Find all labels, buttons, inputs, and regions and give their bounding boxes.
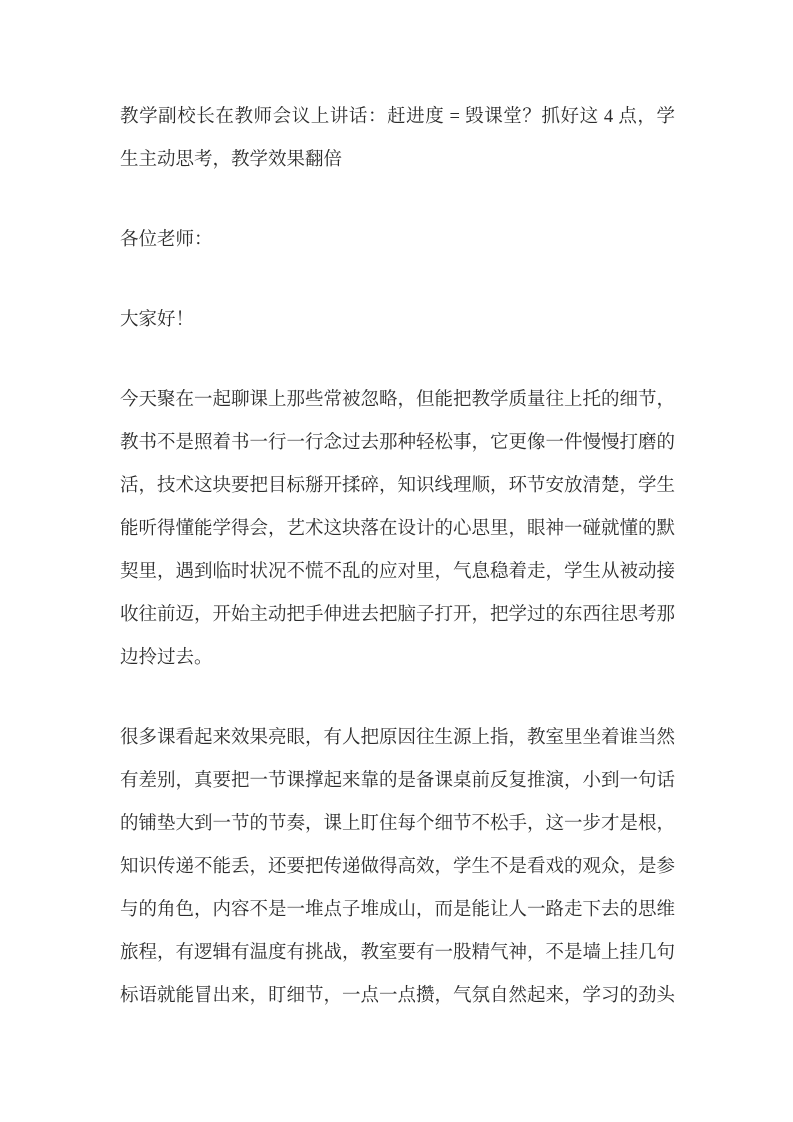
greeting: 大家好！ — [120, 310, 195, 330]
body-paragraph-1: 今天聚在一起聊课上那些常被忽略，但能把教学质量往上托的细节，教书不是照着书一行一行念过去那种轻松事，它更像一件慢慢打磨的活，技术这块要把目标掰开揉碎，知识线理顺，环节安放清楚，学生能听得懂能学得会，艺术这块落在设计的心思里，眼神一碰就懂的默契里，遇到临时状况不慌不乱的应对里，气息稳着走，学生从被动接收往前迈，开始主动把手伸进去把脑子打开，把学过的东西往思考那边拎过去。 — [120, 390, 676, 668]
salutation: 各位老师： — [120, 230, 213, 250]
document-title: 教学副校长在教师会议上讲话：赶进度 = 毁课堂？抓好这 4 点，学生主动思考，教学效果翻倍 — [120, 107, 675, 170]
body-paragraph-2: 很多课看起来效果亮眼，有人把原因往生源上指，教室里坐着谁当然有差别，真要把一节课撑起来靠的是备课桌前反复推演，小到一句话的铺垫大到一节的节奏，课上盯住每个细节不松手，这一步才是根，知识传递不能丢，还要把传递做得高效，学生不是看戏的观众，是参与的角色，内容不是一堆点子堆成山，而是能让人一路走下去的思维旅程，有逻辑有温度有挑战，教室要有一股精气神，不是墙上挂几句标语就能冒出来，盯细节，一点一点攒，气氛自然起来，学习的劲头 — [120, 728, 676, 1006]
